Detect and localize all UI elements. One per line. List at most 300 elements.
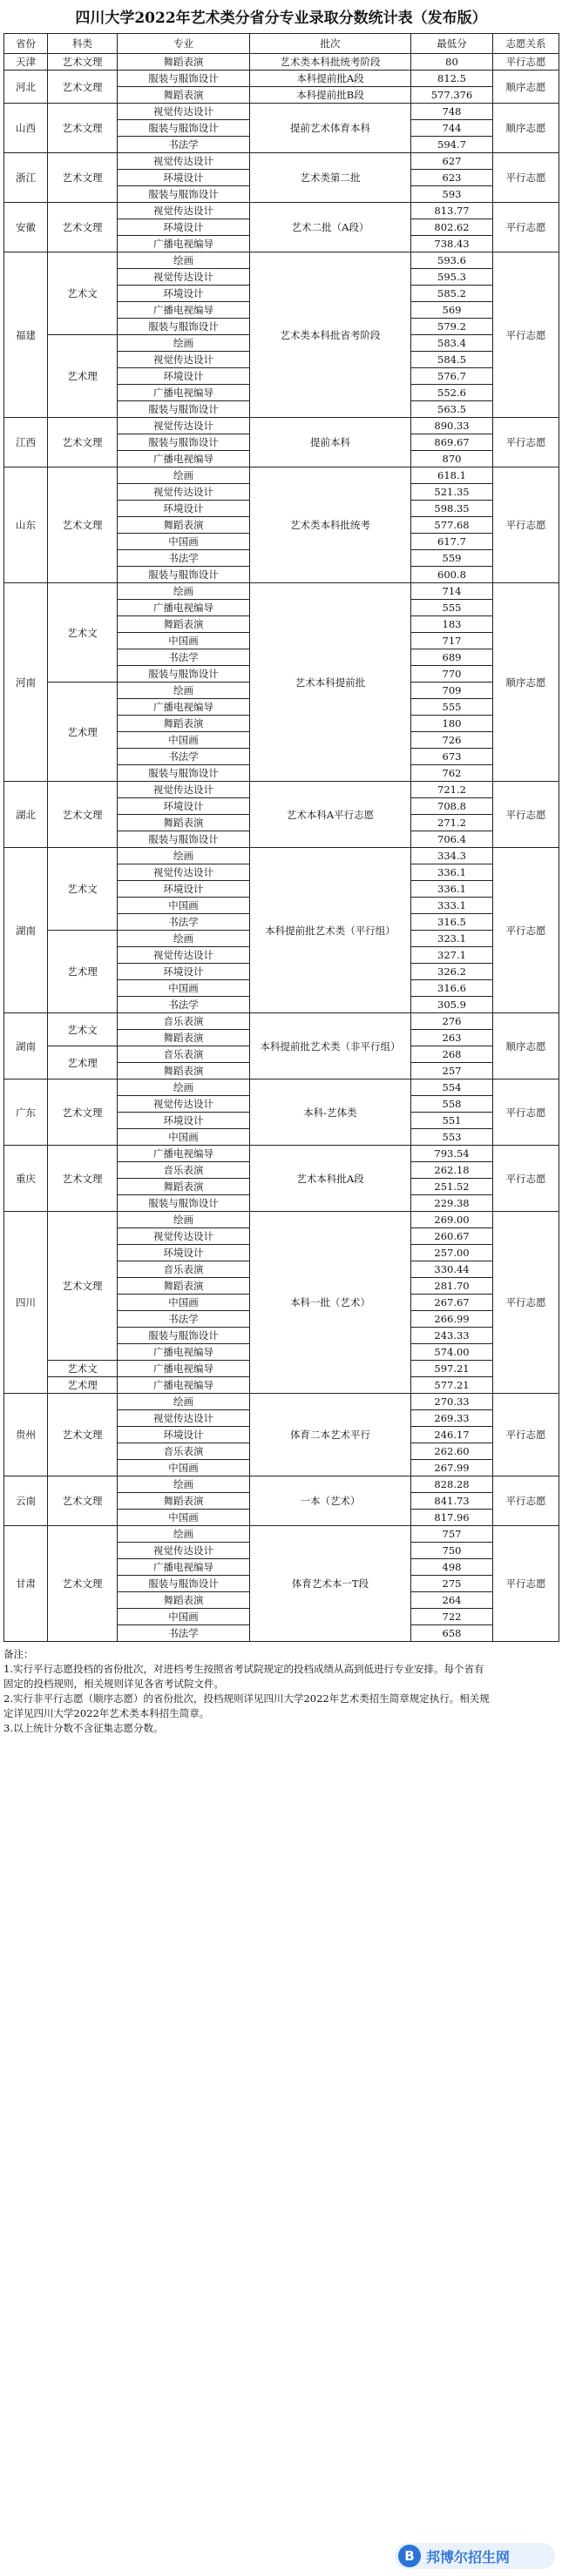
- table-cell: 服装与服饰设计: [118, 319, 250, 335]
- table-cell: 环境设计: [118, 964, 250, 980]
- table-cell: 276: [411, 1013, 493, 1030]
- table-cell: 广播电视编导: [118, 699, 250, 716]
- table-cell: 585.2: [411, 286, 493, 302]
- table-cell: 艺术文: [48, 848, 118, 931]
- table-cell: 顺序志愿: [493, 71, 559, 104]
- table-cell: 305.9: [411, 997, 493, 1013]
- table-cell: 平行志愿: [493, 418, 559, 467]
- table-cell: 平行志愿: [493, 54, 559, 71]
- table-cell: 广播电视编导: [118, 302, 250, 319]
- table-cell: 广播电视编导: [118, 451, 250, 467]
- table-cell: 福建: [4, 252, 48, 418]
- table-cell: 770: [411, 666, 493, 683]
- table-cell: 270.33: [411, 1394, 493, 1410]
- table-cell: 提前艺术体育本科: [250, 104, 411, 153]
- table-cell: 云南: [4, 1476, 48, 1526]
- table-cell: 689: [411, 649, 493, 666]
- table-cell: 绘画: [118, 931, 250, 947]
- table-cell: 558: [411, 1096, 493, 1113]
- table-cell: 艺术文理: [48, 54, 118, 71]
- note-item: 2.实行非平行志愿（顺序志愿）的省份批次，投档规则详见四川大学2022年艺术类招生简章规定执行。相关规定详见四川大学2022年艺术类本科招生简章。: [3, 1692, 490, 1719]
- table-row: [4, 71, 559, 87]
- table-cell: 绘画: [118, 467, 250, 484]
- header-application-type: 志愿关系: [493, 34, 559, 54]
- table-cell: 中国画: [118, 1609, 250, 1625]
- table-cell: 262.18: [411, 1162, 493, 1179]
- note-item: 3.以上统计分数不含征集志愿分数。: [3, 1722, 164, 1734]
- table-cell: 617.7: [411, 534, 493, 550]
- table-cell: 中国画: [118, 1510, 250, 1526]
- table-cell: 263: [411, 1030, 493, 1046]
- table-cell: 333.1: [411, 898, 493, 914]
- table-cell: 257: [411, 1063, 493, 1079]
- table-cell: 726: [411, 732, 493, 749]
- table-cell: 251.52: [411, 1179, 493, 1195]
- table-row: [4, 1212, 559, 1228]
- table-cell: 552.6: [411, 385, 493, 401]
- table-cell: 视觉传达设计: [118, 947, 250, 964]
- table-cell: 山西: [4, 104, 48, 153]
- table-cell: 336.1: [411, 881, 493, 898]
- table-cell: 服装与服饰设计: [118, 567, 250, 583]
- table-cell: 视觉传达设计: [118, 782, 250, 798]
- table-cell: 316.6: [411, 980, 493, 997]
- table-cell: 绘画: [118, 848, 250, 864]
- table-cell: 600.8: [411, 567, 493, 583]
- brand-mark-icon: B: [398, 2545, 421, 2567]
- table-cell: 视觉传达设计: [118, 203, 250, 219]
- table-cell: 艺术本科A平行志愿: [250, 782, 411, 848]
- table-row: [4, 1526, 559, 1543]
- table-cell: 658: [411, 1625, 493, 1642]
- table-cell: 山东: [4, 467, 48, 583]
- table-cell: 广播电视编导: [118, 385, 250, 401]
- table-cell: 平行志愿: [493, 153, 559, 203]
- table-cell: 本科提前批B段: [250, 87, 411, 104]
- table-cell: 269.00: [411, 1212, 493, 1228]
- table-cell: 环境设计: [118, 368, 250, 385]
- table-cell: 平行志愿: [493, 467, 559, 583]
- table-cell: 视觉传达设计: [118, 864, 250, 881]
- table-cell: 艺术文理: [48, 1394, 118, 1476]
- table-cell: 597.21: [411, 1361, 493, 1377]
- table-cell: 视觉传达设计: [118, 418, 250, 434]
- table-cell: 舞蹈表演: [118, 517, 250, 534]
- table-cell: 577.21: [411, 1377, 493, 1394]
- table-row: [4, 1146, 559, 1162]
- table-cell: 书法学: [118, 550, 250, 567]
- table-cell: 本科提前批A段: [250, 71, 411, 87]
- table-cell: 湖南: [4, 848, 48, 1013]
- table-cell: 环境设计: [118, 1245, 250, 1261]
- table-cell: 服装与服饰设计: [118, 401, 250, 418]
- table-cell: 书法学: [118, 649, 250, 666]
- table-cell: 748: [411, 104, 493, 120]
- table-cell: 提前本科: [250, 418, 411, 467]
- table-cell: 广播电视编导: [118, 236, 250, 252]
- table-cell: 本科-艺体类: [250, 1079, 411, 1146]
- table-cell: 艺术文理: [48, 203, 118, 252]
- table-cell: 书法学: [118, 1625, 250, 1642]
- table-cell: 721.2: [411, 782, 493, 798]
- table-cell: 817.96: [411, 1510, 493, 1526]
- table-cell: 594.7: [411, 137, 493, 153]
- table-cell: 音乐表演: [118, 1046, 250, 1063]
- table-cell: 服装与服饰设计: [118, 1328, 250, 1344]
- table-cell: 艺术文理: [48, 104, 118, 153]
- table-cell: 812.5: [411, 71, 493, 87]
- table-cell: 舞蹈表演: [118, 716, 250, 732]
- table-row: [4, 1079, 559, 1096]
- table-cell: 环境设计: [118, 286, 250, 302]
- table-cell: 安徽: [4, 203, 48, 252]
- table-cell: 艺术本科提前批: [250, 583, 411, 782]
- table-cell: 334.3: [411, 848, 493, 864]
- table-cell: 视觉传达设计: [118, 1410, 250, 1427]
- table-cell: 舞蹈表演: [118, 1278, 250, 1295]
- header-province: 省份: [4, 34, 48, 54]
- table-cell: 音乐表演: [118, 1162, 250, 1179]
- table-cell: 广播电视编导: [118, 1559, 250, 1576]
- table-cell: 593.6: [411, 252, 493, 269]
- table-cell: 绘画: [118, 1394, 250, 1410]
- table-cell: 视觉传达设计: [118, 1228, 250, 1245]
- table-cell: 服装与服饰设计: [118, 831, 250, 848]
- table-row: [4, 418, 559, 434]
- table-cell: 722: [411, 1609, 493, 1625]
- table-cell: 744: [411, 120, 493, 137]
- table-cell: 平行志愿: [493, 203, 559, 252]
- header-major: 专业: [118, 34, 250, 54]
- table-cell: 视觉传达设计: [118, 1543, 250, 1559]
- table-cell: 569: [411, 302, 493, 319]
- table-cell: 体育二本艺术平行: [250, 1394, 411, 1476]
- table-cell: 视觉传达设计: [118, 104, 250, 120]
- table-cell: 326.2: [411, 964, 493, 980]
- notes: [3, 1647, 491, 1736]
- table-cell: 艺术二批（A段）: [250, 203, 411, 252]
- header-min-score: 最低分: [411, 34, 493, 54]
- table-cell: 中国画: [118, 732, 250, 749]
- table-cell: 环境设计: [118, 170, 250, 186]
- table-cell: 服装与服饰设计: [118, 120, 250, 137]
- table-cell: 262.60: [411, 1443, 493, 1460]
- table-cell: 艺术文理: [48, 467, 118, 583]
- table-cell: 广东: [4, 1079, 48, 1146]
- table-cell: 813.77: [411, 203, 493, 219]
- table-cell: 艺术文理: [48, 71, 118, 104]
- table-cell: 中国画: [118, 898, 250, 914]
- table-cell: 艺术文理: [48, 153, 118, 203]
- table-cell: 艺术本科批A段: [250, 1146, 411, 1212]
- table-cell: 绘画: [118, 252, 250, 269]
- table-cell: 551: [411, 1113, 493, 1129]
- table-cell: 绘画: [118, 1079, 250, 1096]
- table-cell: 服装与服饰设计: [118, 765, 250, 782]
- table-cell: 舞蹈表演: [118, 87, 250, 104]
- table-cell: 327.1: [411, 947, 493, 964]
- table-cell: 平行志愿: [493, 1526, 559, 1642]
- table-cell: 书法学: [118, 997, 250, 1013]
- table-cell: 521.35: [411, 484, 493, 501]
- table-body: [4, 54, 559, 1642]
- table-cell: 中国画: [118, 1460, 250, 1476]
- table-cell: 艺术类第二批: [250, 153, 411, 203]
- table-cell: 服装与服饰设计: [118, 71, 250, 87]
- table-cell: 平行志愿: [493, 1079, 559, 1146]
- table-cell: 593: [411, 186, 493, 203]
- table-cell: 绘画: [118, 583, 250, 600]
- table-cell: 266.99: [411, 1311, 493, 1328]
- table-cell: 绘画: [118, 683, 250, 699]
- table-cell: 绘画: [118, 1526, 250, 1543]
- table-cell: 四川: [4, 1212, 48, 1394]
- notes-heading: 备注：: [3, 1648, 34, 1660]
- table-cell: 艺术文: [48, 1361, 118, 1377]
- table-cell: 艺术文理: [48, 418, 118, 467]
- table-cell: 河北: [4, 71, 48, 104]
- table-cell: 视觉传达设计: [118, 484, 250, 501]
- table-cell: 80: [411, 54, 493, 71]
- table-cell: 舞蹈表演: [118, 1179, 250, 1195]
- table-cell: 757: [411, 1526, 493, 1543]
- table-cell: 中国画: [118, 1129, 250, 1146]
- table-cell: 平行志愿: [493, 1476, 559, 1526]
- table-cell: 673: [411, 749, 493, 765]
- table-cell: 贵州: [4, 1394, 48, 1476]
- table-cell: 本科提前批艺术类（非平行组）: [250, 1013, 411, 1079]
- table-cell: 627: [411, 153, 493, 170]
- table-cell: 艺术理: [48, 683, 118, 782]
- table-cell: 视觉传达设计: [118, 352, 250, 368]
- table-cell: 717: [411, 633, 493, 649]
- table-row: [4, 153, 559, 170]
- table-cell: 环境设计: [118, 881, 250, 898]
- table-cell: 579.2: [411, 319, 493, 335]
- table-cell: 音乐表演: [118, 1261, 250, 1278]
- table-cell: 广播电视编导: [118, 1377, 250, 1394]
- table-cell: 视觉传达设计: [118, 1096, 250, 1113]
- table-cell: 中国画: [118, 534, 250, 550]
- table-cell: 708.8: [411, 798, 493, 815]
- document-page: [3, 5, 559, 1736]
- table-cell: 260.67: [411, 1228, 493, 1245]
- table-cell: 598.35: [411, 501, 493, 517]
- table-cell: 服装与服饰设计: [118, 1576, 250, 1592]
- table-cell: 书法学: [118, 914, 250, 931]
- table-cell: 舞蹈表演: [118, 1493, 250, 1510]
- table-cell: 顺序志愿: [493, 1013, 559, 1079]
- table-cell: 246.17: [411, 1427, 493, 1443]
- table-cell: 江西: [4, 418, 48, 467]
- table-cell: 574.00: [411, 1344, 493, 1361]
- table-cell: 广播电视编导: [118, 1344, 250, 1361]
- table-cell: 艺术文: [48, 583, 118, 683]
- table-header-row: [4, 34, 559, 54]
- table-cell: 中国画: [118, 1295, 250, 1311]
- table-cell: 艺术文理: [48, 1476, 118, 1526]
- table-cell: 艺术理: [48, 931, 118, 1013]
- table-cell: 一本（艺术）: [250, 1476, 411, 1526]
- table-cell: 环境设计: [118, 798, 250, 815]
- table-cell: 艺术文理: [48, 1526, 118, 1642]
- table-cell: 平行志愿: [493, 782, 559, 848]
- table-cell: 艺术理: [48, 335, 118, 418]
- table-cell: 793.54: [411, 1146, 493, 1162]
- table-cell: 广播电视编导: [118, 1146, 250, 1162]
- table-row: [4, 104, 559, 120]
- table-cell: 268: [411, 1046, 493, 1063]
- table-cell: 750: [411, 1543, 493, 1559]
- table-cell: 浙江: [4, 153, 48, 203]
- table-row: [4, 252, 559, 269]
- table-row: [4, 583, 559, 600]
- table-cell: 湖北: [4, 782, 48, 848]
- table-cell: 中国画: [118, 633, 250, 649]
- table-cell: 330.44: [411, 1261, 493, 1278]
- table-cell: 498: [411, 1559, 493, 1576]
- table-cell: 艺术文理: [48, 1212, 118, 1361]
- table-cell: 828.28: [411, 1476, 493, 1493]
- table-cell: 环境设计: [118, 1113, 250, 1129]
- table-cell: 舞蹈表演: [118, 1030, 250, 1046]
- table-cell: 中国画: [118, 980, 250, 997]
- table-row: [4, 54, 559, 71]
- table-cell: 257.00: [411, 1245, 493, 1261]
- table-cell: 重庆: [4, 1146, 48, 1212]
- table-cell: 服装与服饰设计: [118, 1195, 250, 1212]
- table-cell: 艺术文: [48, 1013, 118, 1046]
- table-cell: 服装与服饰设计: [118, 434, 250, 451]
- table-cell: 书法学: [118, 749, 250, 765]
- table-cell: 舞蹈表演: [118, 815, 250, 831]
- table-cell: 顺序志愿: [493, 104, 559, 153]
- brand-name: 邦博尔招生网: [426, 2548, 511, 2566]
- table-cell: 体育艺术本一T段: [250, 1526, 411, 1642]
- table-cell: 714: [411, 583, 493, 600]
- table-cell: 天津: [4, 54, 48, 71]
- table-cell: 艺术文: [48, 252, 118, 335]
- table-cell: 广播电视编导: [118, 600, 250, 616]
- table-cell: 平行志愿: [493, 1212, 559, 1394]
- page-title: 四川大学2022年艺术类分省分专业录取分数统计表（发布版）: [75, 10, 487, 27]
- table-cell: 艺术文理: [48, 1146, 118, 1212]
- table-cell: 183: [411, 616, 493, 633]
- table-cell: 870: [411, 451, 493, 467]
- table-cell: 绘画: [118, 1212, 250, 1228]
- table-cell: 广播电视编导: [118, 1361, 250, 1377]
- table-cell: 服装与服饰设计: [118, 666, 250, 683]
- table-cell: 890.33: [411, 418, 493, 434]
- table-cell: 180: [411, 716, 493, 732]
- table-cell: 267.99: [411, 1460, 493, 1476]
- table-cell: 本科一批（艺术）: [250, 1212, 411, 1394]
- table-cell: 环境设计: [118, 219, 250, 236]
- table-cell: 环境设计: [118, 1427, 250, 1443]
- table-cell: 书法学: [118, 137, 250, 153]
- table-cell: 音乐表演: [118, 1013, 250, 1030]
- table-row: [4, 848, 559, 864]
- table-cell: 顺序志愿: [493, 583, 559, 782]
- table-cell: 平行志愿: [493, 1394, 559, 1476]
- table-cell: 869.67: [411, 434, 493, 451]
- site-watermark-logo: [395, 2543, 555, 2569]
- table-cell: 267.67: [411, 1295, 493, 1311]
- table-cell: 563.5: [411, 401, 493, 418]
- table-cell: 336.1: [411, 864, 493, 881]
- table-cell: 275: [411, 1576, 493, 1592]
- table-row: [4, 782, 559, 798]
- table-cell: 577.68: [411, 517, 493, 534]
- header-category: 科类: [48, 34, 118, 54]
- table-cell: 视觉传达设计: [118, 269, 250, 286]
- table-row: [4, 203, 559, 219]
- table-cell: 平行志愿: [493, 252, 559, 418]
- admission-score-table: [3, 33, 559, 1642]
- table-cell: 甘肃: [4, 1526, 48, 1642]
- table-cell: 湖南: [4, 1013, 48, 1079]
- table-cell: 316.5: [411, 914, 493, 931]
- table-cell: 艺术文理: [48, 782, 118, 848]
- table-cell: 艺术类本科批省考阶段: [250, 252, 411, 418]
- table-cell: 555: [411, 600, 493, 616]
- table-cell: 323.1: [411, 931, 493, 947]
- table-cell: 559: [411, 550, 493, 567]
- table-cell: 舞蹈表演: [118, 616, 250, 633]
- table-cell: 584.5: [411, 352, 493, 368]
- table-cell: 服装与服饰设计: [118, 186, 250, 203]
- table-cell: 河南: [4, 583, 48, 782]
- note-item: 1.实行平行志愿投档的省份批次，对进档考生按照省考试院规定的投档成绩从高到低进行专业安排。每个省有固定的投档规则，相关规则详见各省考试院文件。: [3, 1663, 484, 1690]
- table-cell: 709: [411, 683, 493, 699]
- table-cell: 264: [411, 1592, 493, 1609]
- table-cell: 艺术类本科批统考: [250, 467, 411, 583]
- table-cell: 视觉传达设计: [118, 153, 250, 170]
- table-cell: 平行志愿: [493, 848, 559, 1013]
- table-cell: 618.1: [411, 467, 493, 484]
- table-cell: 281.70: [411, 1278, 493, 1295]
- table-cell: 576.7: [411, 368, 493, 385]
- table-cell: 269.33: [411, 1410, 493, 1427]
- table-cell: 本科提前批艺术类（平行组）: [250, 848, 411, 1013]
- table-row: [4, 467, 559, 484]
- table-row: [4, 1013, 559, 1030]
- table-cell: 553: [411, 1129, 493, 1146]
- table-cell: 艺术类本科批统考阶段: [250, 54, 411, 71]
- table-cell: 577.376: [411, 87, 493, 104]
- table-cell: 平行志愿: [493, 1146, 559, 1212]
- table-cell: 706.4: [411, 831, 493, 848]
- table-cell: 595.3: [411, 269, 493, 286]
- table-cell: 绘画: [118, 1476, 250, 1493]
- table-row: [4, 1394, 559, 1410]
- table-cell: 841.73: [411, 1493, 493, 1510]
- table-cell: 271.2: [411, 815, 493, 831]
- table-cell: 623: [411, 170, 493, 186]
- table-cell: 艺术理: [48, 1377, 118, 1394]
- table-cell: 243.33: [411, 1328, 493, 1344]
- table-cell: 绘画: [118, 335, 250, 352]
- table-cell: 艺术文理: [48, 1079, 118, 1146]
- table-cell: 738.43: [411, 236, 493, 252]
- table-row: [4, 1476, 559, 1493]
- table-cell: 229.38: [411, 1195, 493, 1212]
- table-cell: 环境设计: [118, 501, 250, 517]
- table-cell: 802.62: [411, 219, 493, 236]
- table-cell: 舞蹈表演: [118, 54, 250, 71]
- table-cell: 舞蹈表演: [118, 1592, 250, 1609]
- table-cell: 舞蹈表演: [118, 1063, 250, 1079]
